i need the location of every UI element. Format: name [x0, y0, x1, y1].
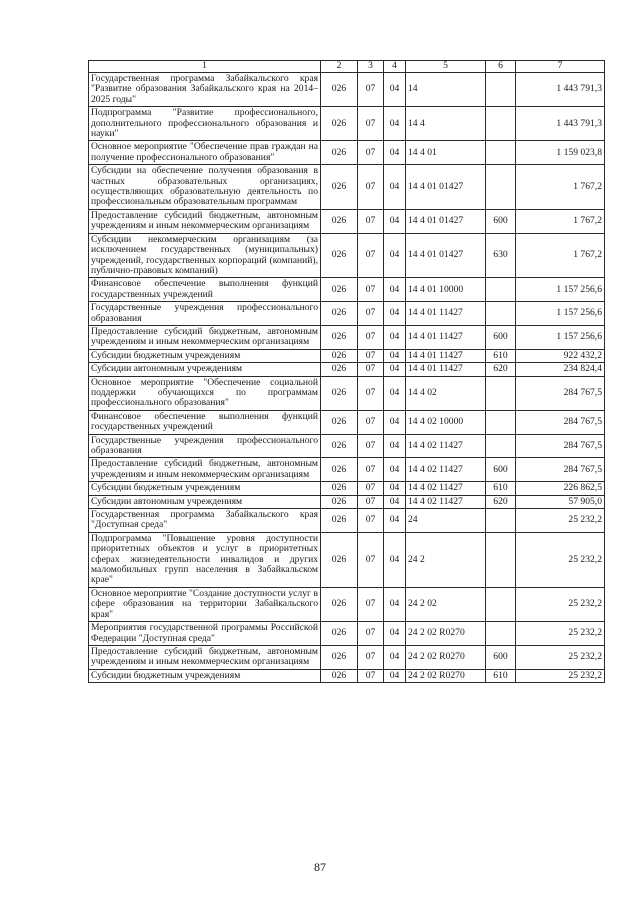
subsection-code: 04: [384, 434, 406, 458]
amount: 25 232,2: [516, 587, 605, 621]
amount: 284 767,5: [516, 410, 605, 434]
amount: 1 767,2: [516, 209, 605, 233]
ministry-code: 026: [321, 278, 358, 302]
row-description: Основное мероприятие "Создание доступности услуг в сфере образования на территории Забайкальского края": [89, 587, 321, 621]
subsection-code: 04: [384, 349, 406, 362]
table-row: [89, 302, 605, 326]
table-row: [89, 587, 605, 621]
row-description: Субсидии бюджетным учреждениям: [89, 669, 321, 682]
row-description: Субсидии бюджетным учреждениям: [89, 482, 321, 495]
amount: 1 767,2: [516, 233, 605, 278]
subsection-code: 04: [384, 622, 406, 646]
expense-type-code: [486, 165, 516, 210]
table-row: [89, 325, 605, 349]
amount: 234 824,4: [516, 363, 605, 376]
section-code: 07: [358, 458, 384, 482]
table-row: [89, 410, 605, 434]
row-description: Основное мероприятие "Обеспечение прав граждан на получение профессионального образования": [89, 141, 321, 165]
subsection-code: 04: [384, 363, 406, 376]
subsection-code: 04: [384, 278, 406, 302]
section-code: 07: [358, 645, 384, 669]
section-code: 07: [358, 73, 384, 107]
section-code: 07: [358, 165, 384, 210]
ministry-code: 026: [321, 325, 358, 349]
ministry-code: 026: [321, 434, 358, 458]
section-code: 07: [358, 349, 384, 362]
expense-type-code: 620: [486, 495, 516, 508]
subsection-code: 04: [384, 509, 406, 533]
ministry-code: 026: [321, 509, 358, 533]
expense-type-code: [486, 587, 516, 621]
row-description: Субсидии бюджетным учреждениям: [89, 349, 321, 362]
table-row: [89, 233, 605, 278]
expense-type-code: 600: [486, 325, 516, 349]
table-row: [89, 349, 605, 362]
subsection-code: 04: [384, 645, 406, 669]
table-row: [89, 482, 605, 495]
ministry-code: 026: [321, 495, 358, 508]
row-description: Финансовое обеспечение выполнения функций государственных учреждений: [89, 278, 321, 302]
document-page: [88, 60, 604, 683]
ministry-code: 026: [321, 458, 358, 482]
ministry-code: 026: [321, 349, 358, 362]
amount: 1 443 791,3: [516, 73, 605, 107]
target-article-code: 24 2 02: [406, 587, 486, 621]
row-description: Субсидии некоммерческим организациям (за исключением государственных (муниципальных) учреждений, государственных корпораций (компаний), публично-правовых компаний): [89, 233, 321, 278]
subsection-code: 04: [384, 669, 406, 682]
section-code: 07: [358, 278, 384, 302]
row-description: Предоставление субсидий бюджетным, автономным учреждениям и иным некоммерческим организациям: [89, 458, 321, 482]
table-row: [89, 363, 605, 376]
expense-type-code: [486, 509, 516, 533]
ministry-code: 026: [321, 302, 358, 326]
expense-type-code: 630: [486, 233, 516, 278]
section-code: 07: [358, 376, 384, 410]
ministry-code: 026: [321, 233, 358, 278]
amount: 922 432,2: [516, 349, 605, 362]
table-row: [89, 165, 605, 210]
header-cell: 5: [406, 61, 486, 73]
row-description: Мероприятия государственной программы Российской Федерации "Доступная среда": [89, 622, 321, 646]
table-row: [89, 622, 605, 646]
subsection-code: 04: [384, 410, 406, 434]
ministry-code: 026: [321, 141, 358, 165]
expense-type-code: 610: [486, 669, 516, 682]
subsection-code: 04: [384, 73, 406, 107]
target-article-code: 14 4 01 11427: [406, 302, 486, 326]
table-row: [89, 669, 605, 682]
table-row: [89, 141, 605, 165]
target-article-code: 14 4 02 11427: [406, 434, 486, 458]
section-code: 07: [358, 233, 384, 278]
amount: 25 232,2: [516, 532, 605, 587]
table-row: [89, 532, 605, 587]
table-header-row: [89, 61, 605, 73]
header-cell: 6: [486, 61, 516, 73]
expense-type-code: [486, 141, 516, 165]
subsection-code: 04: [384, 209, 406, 233]
page-number: 87: [314, 860, 326, 874]
target-article-code: 14 4 01 11427: [406, 363, 486, 376]
target-article-code: 14 4: [406, 107, 486, 141]
expense-type-code: [486, 532, 516, 587]
row-description: Подпрограмма "Развитие профессионального, дополнительного профессионального образования и науки": [89, 107, 321, 141]
amount: 284 767,5: [516, 458, 605, 482]
section-code: 07: [358, 302, 384, 326]
row-description: Подпрограмма "Повышение уровня доступности приоритетных объектов и услуг в приоритетных сферах жизнедеятельности инвалидов и других маломобильных групп населения в Забайкальском крае": [89, 532, 321, 587]
expense-type-code: 600: [486, 458, 516, 482]
expense-type-code: [486, 376, 516, 410]
section-code: 07: [358, 482, 384, 495]
amount: 226 862,5: [516, 482, 605, 495]
ministry-code: 026: [321, 73, 358, 107]
table-row: [89, 645, 605, 669]
expense-type-code: [486, 302, 516, 326]
header-cell: 7: [516, 61, 605, 73]
expense-type-code: [486, 73, 516, 107]
ministry-code: 026: [321, 645, 358, 669]
section-code: 07: [358, 434, 384, 458]
row-description: Предоставление субсидий бюджетным, автономным учреждениям и иным некоммерческим организациям: [89, 645, 321, 669]
subsection-code: 04: [384, 165, 406, 210]
ministry-code: 026: [321, 363, 358, 376]
section-code: 07: [358, 410, 384, 434]
row-description: Государственная программа Забайкальского края "Доступная среда": [89, 509, 321, 533]
section-code: 07: [358, 209, 384, 233]
target-article-code: 24 2 02 R0270: [406, 645, 486, 669]
expense-type-code: 610: [486, 349, 516, 362]
row-description: Основное мероприятие "Обеспечение социальной поддержки обучающихся по программам профессионального образования": [89, 376, 321, 410]
section-code: 07: [358, 107, 384, 141]
amount: 1 443 791,3: [516, 107, 605, 141]
target-article-code: 14 4 01: [406, 141, 486, 165]
row-description: Государственные учреждения профессионального образования: [89, 434, 321, 458]
row-description: Государственная программа Забайкальского края "Развитие образования Забайкальского края на 2014–2025 годы": [89, 73, 321, 107]
section-code: 07: [358, 509, 384, 533]
amount: 1 157 256,6: [516, 278, 605, 302]
target-article-code: 24 2: [406, 532, 486, 587]
expense-type-code: 600: [486, 209, 516, 233]
header-cell: 1: [89, 61, 321, 73]
subsection-code: 04: [384, 141, 406, 165]
ministry-code: 026: [321, 165, 358, 210]
target-article-code: 14 4 01 01427: [406, 209, 486, 233]
ministry-code: 026: [321, 410, 358, 434]
target-article-code: 14 4 01 11427: [406, 325, 486, 349]
amount: 1 767,2: [516, 165, 605, 210]
ministry-code: 026: [321, 209, 358, 233]
section-code: 07: [358, 495, 384, 508]
header-cell: 2: [321, 61, 358, 73]
table-row: [89, 209, 605, 233]
ministry-code: 026: [321, 532, 358, 587]
subsection-code: 04: [384, 376, 406, 410]
section-code: 07: [358, 532, 384, 587]
subsection-code: 04: [384, 233, 406, 278]
target-article-code: 14 4 02 11427: [406, 482, 486, 495]
amount: 25 232,2: [516, 645, 605, 669]
row-description: Субсидии автономным учреждениям: [89, 495, 321, 508]
target-article-code: 14 4 01 01427: [406, 233, 486, 278]
amount: 1 159 023,8: [516, 141, 605, 165]
subsection-code: 04: [384, 482, 406, 495]
target-article-code: 14 4 02 11427: [406, 458, 486, 482]
target-article-code: 14 4 01 10000: [406, 278, 486, 302]
ministry-code: 026: [321, 107, 358, 141]
expense-type-code: 610: [486, 482, 516, 495]
section-code: 07: [358, 363, 384, 376]
target-article-code: 14 4 01 11427: [406, 349, 486, 362]
table-row: [89, 495, 605, 508]
target-article-code: 14 4 01 01427: [406, 165, 486, 210]
table-row: [89, 458, 605, 482]
table-row: [89, 509, 605, 533]
target-article-code: 14 4 02 10000: [406, 410, 486, 434]
amount: 25 232,2: [516, 509, 605, 533]
section-code: 07: [358, 622, 384, 646]
table-row: [89, 73, 605, 107]
expense-type-code: 600: [486, 645, 516, 669]
ministry-code: 026: [321, 587, 358, 621]
target-article-code: 14 4 02: [406, 376, 486, 410]
amount: 1 157 256,6: [516, 302, 605, 326]
subsection-code: 04: [384, 107, 406, 141]
row-description: Государственные учреждения профессионального образования: [89, 302, 321, 326]
table-row: [89, 107, 605, 141]
target-article-code: 24 2 02 R0270: [406, 622, 486, 646]
expense-type-code: [486, 410, 516, 434]
subsection-code: 04: [384, 302, 406, 326]
subsection-code: 04: [384, 325, 406, 349]
amount: 284 767,5: [516, 376, 605, 410]
amount: 1 157 256,6: [516, 325, 605, 349]
section-code: 07: [358, 669, 384, 682]
table-row: [89, 278, 605, 302]
subsection-code: 04: [384, 532, 406, 587]
target-article-code: 14: [406, 73, 486, 107]
row-description: Предоставление субсидий бюджетным, автономным учреждениям и иным некоммерческим организациям: [89, 209, 321, 233]
target-article-code: 14 4 02 11427: [406, 495, 486, 508]
ministry-code: 026: [321, 376, 358, 410]
header-cell: 3: [358, 61, 384, 73]
row-description: Субсидии на обеспечение получения образования в частных образовательных организациях, осуществляющих образовательную деятельность по профессиональным образовательным программам: [89, 165, 321, 210]
table-row: [89, 434, 605, 458]
row-description: Субсидии автономным учреждениям: [89, 363, 321, 376]
expense-type-code: [486, 434, 516, 458]
amount: 57 905,0: [516, 495, 605, 508]
amount: 284 767,5: [516, 434, 605, 458]
expense-type-code: [486, 107, 516, 141]
subsection-code: 04: [384, 495, 406, 508]
subsection-code: 04: [384, 458, 406, 482]
subsection-code: 04: [384, 587, 406, 621]
amount: 25 232,2: [516, 669, 605, 682]
row-description: Финансовое обеспечение выполнения функций государственных учреждений: [89, 410, 321, 434]
section-code: 07: [358, 325, 384, 349]
target-article-code: 24: [406, 509, 486, 533]
header-cell: 4: [384, 61, 406, 73]
table-row: [89, 376, 605, 410]
amount: 25 232,2: [516, 622, 605, 646]
budget-table: [88, 60, 605, 683]
ministry-code: 026: [321, 482, 358, 495]
target-article-code: 24 2 02 R0270: [406, 669, 486, 682]
ministry-code: 026: [321, 669, 358, 682]
ministry-code: 026: [321, 622, 358, 646]
section-code: 07: [358, 587, 384, 621]
expense-type-code: 620: [486, 363, 516, 376]
expense-type-code: [486, 278, 516, 302]
expense-type-code: [486, 622, 516, 646]
section-code: 07: [358, 141, 384, 165]
row-description: Предоставление субсидий бюджетным, автономным учреждениям и иным некоммерческим организациям: [89, 325, 321, 349]
